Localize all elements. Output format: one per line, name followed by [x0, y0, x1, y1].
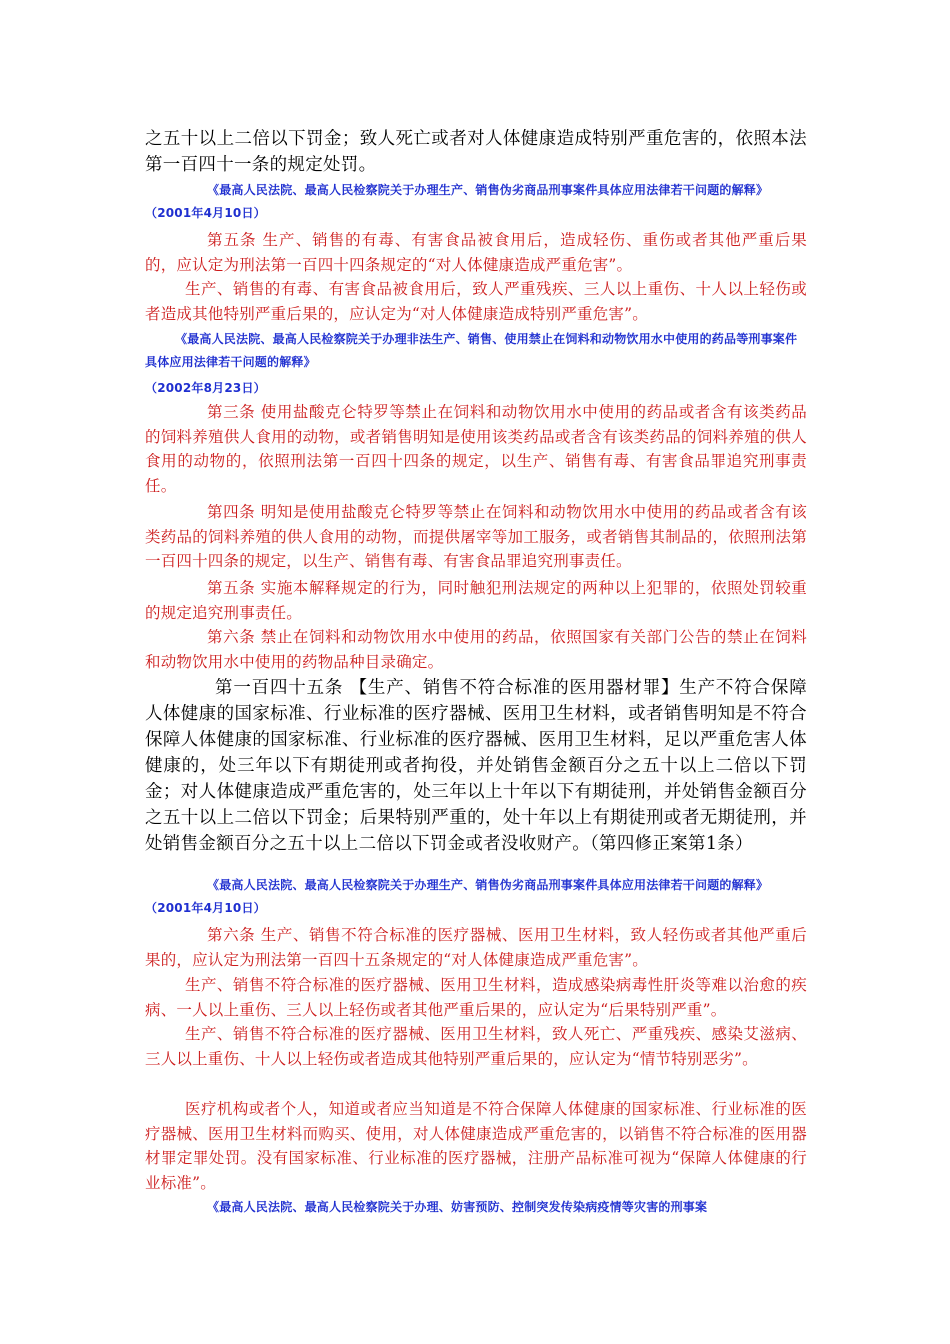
interpretation-reference: 《最高人民法院、最高人民检察院关于办理生产、销售伪劣商品刑事案件具体应用法律若干问题的解释》（2001年4月10日）	[145, 183, 769, 220]
interpretation-paragraph: 生产、销售不符合标准的医疗器械、医用卫生材料，致人死亡、严重残疾、感染艾滋病、三人以上重伤、十人以上轻伤或者造成其他特别严重后果的，应认定为“情节特别恶劣”。	[145, 1025, 807, 1068]
interpretation-paragraph: 生产、销售的有毒、有害食品被食用后，致人严重残疾、三人以上重伤、十人以上轻伤或者造成其他特别严重后果的，应认定为“对人体健康造成特别严重危害”。	[145, 280, 807, 323]
statute-text: 之五十以上二倍以下罚金；致人死亡或者对人体健康造成特别严重危害的，依照本法第一百四十一条的规定处罚。	[145, 129, 807, 175]
interpretation-paragraph: 生产、销售不符合标准的医疗器械、医用卫生材料，造成感染病毒性肝炎等难以治愈的疾病、一人以上重伤、三人以上轻伤或者其他严重后果的，应认定为“后果特别严重”。	[145, 976, 807, 1019]
interpretation-reference: 《最高人民法院、最高人民检察院关于办理生产、销售伪劣商品刑事案件具体应用法律若干问题的解释》（2001年4月10日）	[145, 878, 769, 915]
interpretation-reference: 《最高人民法院、最高人民检察院关于办理、妨害预防、控制突发传染病疫情等灾害的刑事案	[207, 1200, 708, 1214]
interpretation-article: 第六条 禁止在饲料和动物饮用水中使用的药品，依照国家有关部门公告的禁止在饲料和动物饮用水中使用的药物品种目录确定。	[145, 628, 807, 671]
interpretation-article: 第六条 生产、销售不符合标准的医疗器械、医用卫生材料，致人轻伤或者其他严重后果的，应认定为刑法第一百四十五条规定的“对人体健康造成严重危害”。	[145, 926, 807, 969]
interpretation-article: 第五条 生产、销售的有毒、有害食品被食用后，造成轻伤、重伤或者其他严重后果的，应认定为刑法第一百四十四条规定的“对人体健康造成严重危害”。	[145, 231, 807, 274]
statute-article-145: 第一百四十五条 【生产、销售不符合标准的医用器材罪】生产不符合保障人体健康的国家标准、行业标准的医疗器械、医用卫生材料，或者销售明知是不符合保障人体健康的国家标准、行业标准的医疗器械、医用卫生材料，足以严重危害人体健康的，处三年以下有期徒刑或者拘役，并处销售金额百分之五十以上二倍以下罚金；对人体健康造成严重危害的，处三年以上十年以下有期徒刑，并处销售金额百分之五十以上二倍以下罚金；后果特别严重的，处十年以上有期徒刑或者无期徒刑，并处销售金额百分之五十以上二倍以下罚金或者没收财产。（第四修正案第1条）	[145, 678, 807, 854]
interpretation-date: （2002年8月23日）	[145, 381, 266, 395]
interpretation-reference: 《最高人民法院、最高人民检察院关于办理非法生产、销售、使用禁止在饲料和动物饮用水中使用的药品等刑事案件具体应用法律若干问题的解释》	[145, 332, 798, 369]
interpretation-paragraph: 医疗机构或者个人，知道或者应当知道是不符合保障人体健康的国家标准、行业标准的医疗器械、医用卫生材料而购买、使用，对人体健康造成严重危害的，以销售不符合标准的医用器材罪定罪处罚。没有国家标准、行业标准的医疗器械，注册产品标准可视为“保障人体健康的行业标准”。	[145, 1100, 807, 1192]
interpretation-article: 第三条 使用盐酸克仑特罗等禁止在饲料和动物饮用水中使用的药品或者含有该类药品的饲料养殖供人食用的动物，或者销售明知是使用该类药品或者含有该类药品的饲料养殖的供人食用的动物的，依照刑法第一百四十四条的规定，以生产、销售有毒、有害食品罪追究刑事责任。	[145, 403, 807, 495]
interpretation-article: 第五条 实施本解释规定的行为，同时触犯刑法规定的两种以上犯罪的，依照处罚较重的规定追究刑事责任。	[145, 579, 807, 622]
interpretation-article: 第四条 明知是使用盐酸克仑特罗等禁止在饲料和动物饮用水中使用的药品或者含有该类药品的饲料养殖的供人食用的动物，而提供屠宰等加工服务，或者销售其制品的，依照刑法第一百四十四条的规定，以生产、销售有毒、有害食品罪追究刑事责任。	[145, 503, 807, 570]
